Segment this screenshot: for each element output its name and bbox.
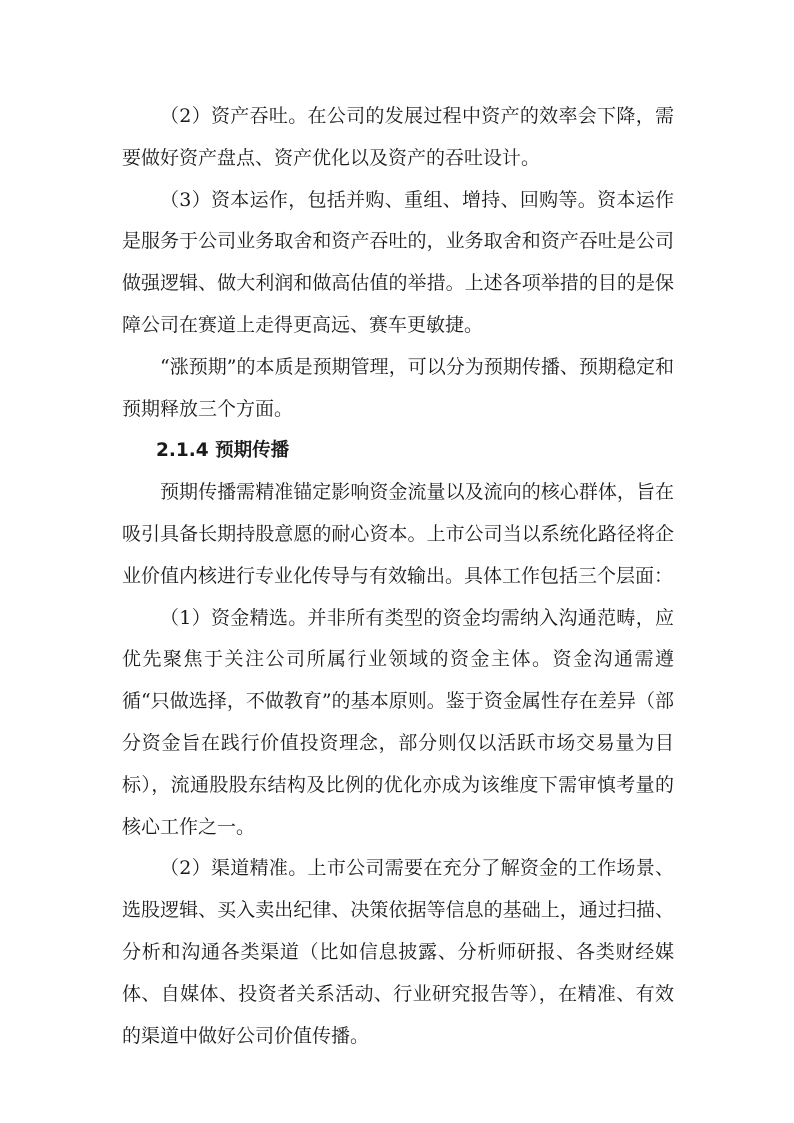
paragraph-expectation-spread: 预期传播需精准锚定影响资金流量以及流向的核心群体，旨在吸引具备长期持股意愿的耐心资本。上市公司当以系统化路径将企业价值内核进行专业化传导与有效输出。具体工作包括三个层面：	[122, 481, 674, 587]
paragraph-expectation-management: “涨预期”的本质是预期管理，可以分为预期传播、预期稳定和预期释放三个方面。	[122, 355, 674, 420]
paragraph-capital-operation: （3）资本运作，包括并购、重组、增持、回购等。资本运作是服务于公司业务取舍和资产吞吐的，业务取舍和资产吞吐是公司做强逻辑、做大利润和做高估值的举措。上述各项举措的目的是保障公司在赛道上走得更高远、赛车更敏捷。	[122, 188, 674, 336]
section-heading: 2.1.4 预期传播	[156, 440, 290, 462]
document-body	[122, 96, 674, 1057]
paragraph-channel-precision: （2）渠道精准。上市公司需要在充分了解资金的工作场景、选股逻辑、买入卖出纪律、决策依据等信息的基础上，通过扫描、分析和沟通各类渠道（比如信息披露、分析师研报、各类财经媒体、自媒体、投资者关系活动、行业研究报告等），在精准、有效的渠道中做好公司价值传播。	[122, 857, 674, 1047]
paragraph-asset-throughput: （2）资产吞吐。在公司的发展过程中资产的效率会下降，需要做好资产盘点、资产优化以及资产的吞吐设计。	[122, 105, 674, 169]
paragraph-fund-selection: （1）资金精选。并非所有类型的资金均需纳入沟通范畴，应优先聚焦于关注公司所属行业领域的资金主体。资金沟通需遵循“只做选择，不做教育”的基本原则。鉴于资金属性存在差异（部分资金旨在践行价值投资理念，部分则仅以活跃市场交易量为目标），流通股股东结构及比例的优化亦成为该维度下需审慎考量的核心工作之一。	[122, 606, 674, 838]
